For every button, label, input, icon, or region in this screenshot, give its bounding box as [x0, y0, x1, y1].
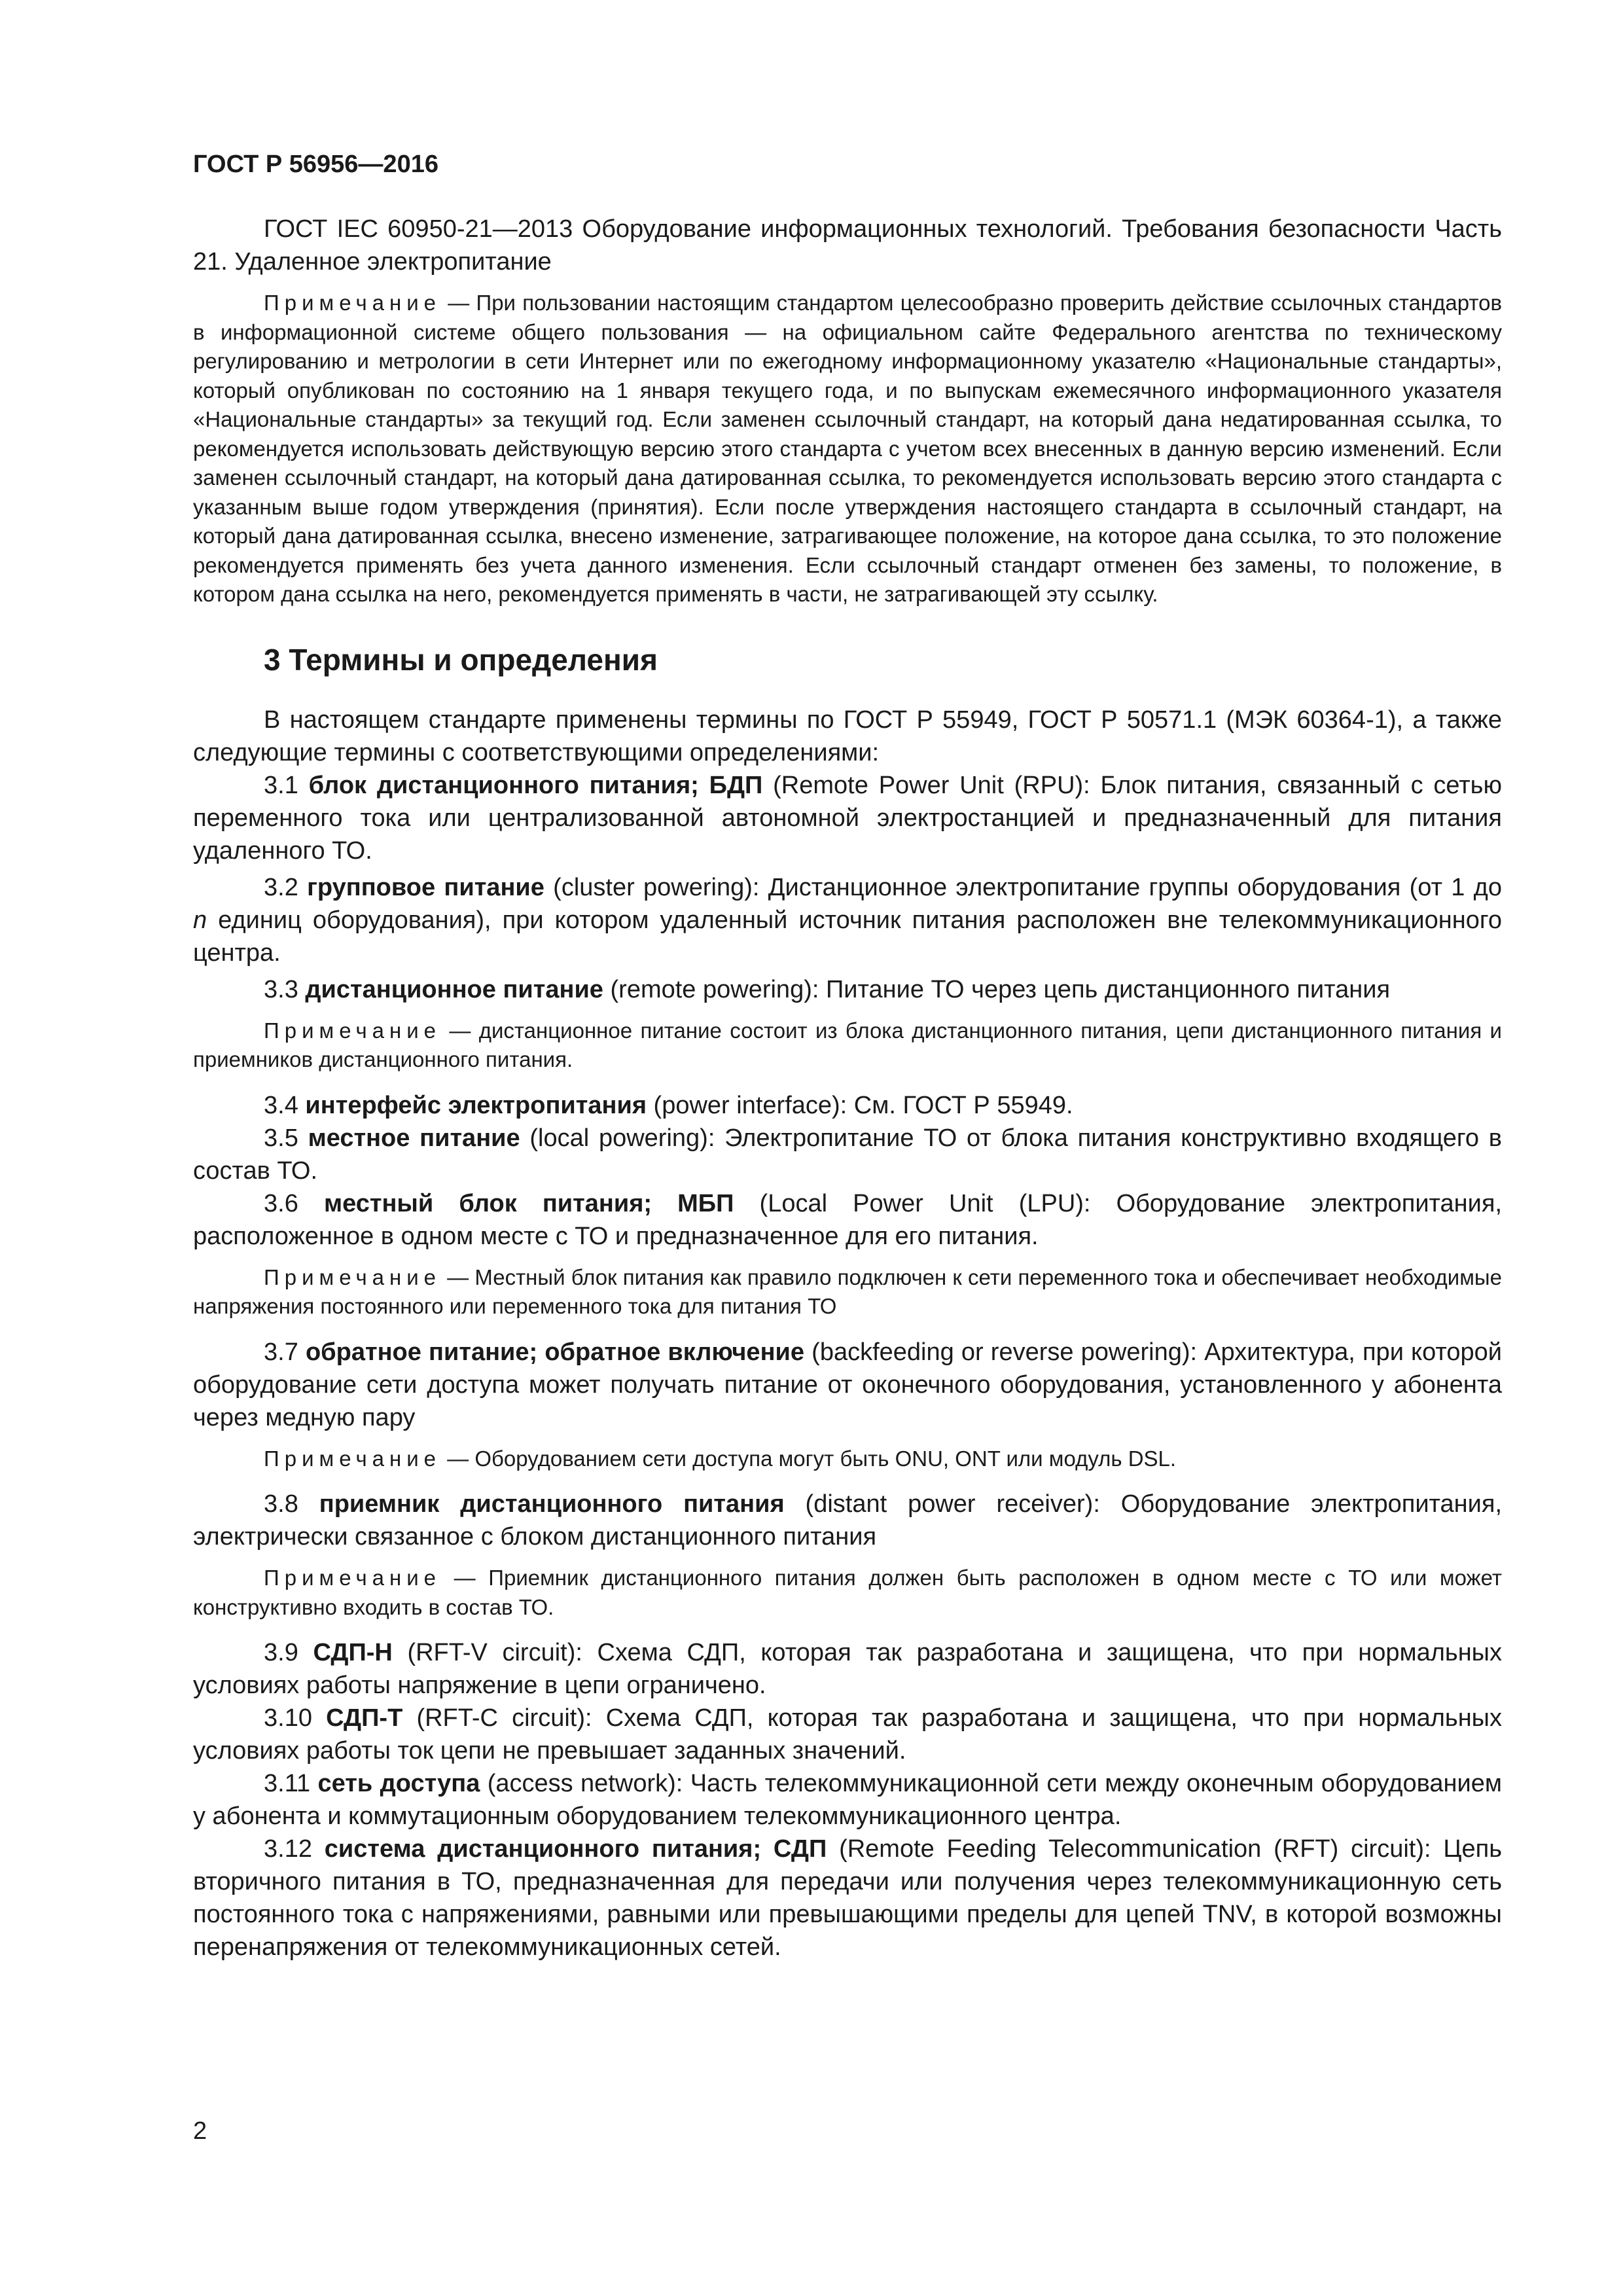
- term-number: 3.8: [264, 1490, 298, 1518]
- term-definition-italic: n: [193, 906, 207, 934]
- term-number: 3.1: [264, 771, 298, 799]
- section-intro: В настоящем стандарте применены термины по ГОСТ Р 55949, ГОСТ Р 50571.1 (МЭК 60364-1), а также следующие термины с соответствующими определениями:: [193, 706, 1502, 766]
- term-definition: (access network): Часть телекоммуникационной сети между оконечным оборудованием у абонента и коммутационным оборудованием телекоммуникационного центра.: [193, 1770, 1502, 1830]
- term-definition: (power interface): См. ГОСТ Р 55949.: [647, 1091, 1073, 1119]
- term-3-7-note: [193, 1444, 1502, 1474]
- term-3-8: [193, 1488, 1502, 1553]
- term-3-11: [193, 1767, 1502, 1833]
- term-number: 3.5: [264, 1124, 298, 1152]
- term-3-7: [193, 1336, 1502, 1434]
- note-text: — Приемник дистанционного питания должен быть расположен в одном месте с ТО или может конструктивно входить в состав ТО.: [193, 1566, 1502, 1619]
- note-label: Примечание: [264, 1446, 442, 1471]
- term-name: приемник дистанционного питания: [319, 1490, 785, 1518]
- term-3-2: [193, 871, 1502, 969]
- term-number: 3.12: [264, 1835, 312, 1863]
- standard-code-header: ГОСТ Р 56956—2016: [193, 151, 438, 178]
- term-name: сеть доступа: [317, 1770, 480, 1797]
- note-text: — При пользовании настоящим стандартом целесообразно проверить действие ссылочных стандартов в информационной системе общего пользования — на официальном сайте Федерального агентства по техническому регулированию и метрологии в сети Интернет или по ежегодному информационному указателю «Национальные стандарты», который опубликован по состоянию на 1 января текущего года, и по выпускам ежемесячного информационного указателя «Национальные стандарты» за текущий год. Если заменен ссылочный стандарт, на который дана недатированная ссылка, то рекомендуется использовать действующую версию этого стандарта с учетом всех внесенных в данную версию изменений. Если заменен ссылочный стандарт, на который дана датированная ссылка, то рекомендуется использовать версию этого стандарта с указанным выше годом утверждения (принятия). Если после утверждения настоящего стандарта в ссылочный стандарт, на который дана датированная ссылка, внесено изменение, затрагивающее положение, на которое дана ссылка, то это положение рекомендуется применять без учета данного изменения. Если ссылочный стандарт отменен без замены, то положение, в котором дана ссылка на него, рекомендуется применять в части, не затрагивающей эту ссылку.: [193, 291, 1502, 606]
- term-definition: (RFT-V circuit): Схема СДП, которая так разработана и защищена, что при нормальных условиях работы напряжение в цепи ограничено.: [193, 1639, 1502, 1699]
- page-number: 2: [193, 2117, 207, 2145]
- note-label: Примечание: [264, 1265, 442, 1289]
- term-definition-rest: единиц оборудования), при котором удаленный источник питания расположен вне телекоммуникационного центра.: [193, 906, 1502, 967]
- term-number: 3.6: [264, 1189, 298, 1217]
- term-3-6: [193, 1187, 1502, 1253]
- term-number: 3.7: [264, 1338, 298, 1366]
- term-number: 3.3: [264, 975, 298, 1003]
- term-name: обратное питание; обратное включение: [305, 1338, 805, 1366]
- term-3-6-note: [193, 1263, 1502, 1321]
- term-3-12: [193, 1833, 1502, 1964]
- reference-iec-60950-21: ГОСТ IEC 60950-21—2013 Оборудование информационных технологий. Требования безопасности Часть 21. Удаленное электропитание: [193, 215, 1502, 276]
- section-title: 3 Термины и определения: [264, 642, 658, 677]
- term-number: 3.11: [264, 1770, 311, 1797]
- term-3-3-note: [193, 1016, 1502, 1075]
- term-definition: (Remote Feeding Telecommunication (RFT) circuit): Цепь вторичного питания в ТО, предназначенная для передачи или получения через телекоммуникационную сеть постоянного тока с напряжениями, равными или превышающими пределы для цепей TNV, в которой возможны перенапряжения от телекоммуникационных сетей.: [193, 1835, 1502, 1961]
- term-name: дистанционное питание: [305, 975, 603, 1003]
- note-label: Примечание: [264, 1566, 442, 1590]
- term-definition: (distant power receiver): Оборудование электропитания, электрически связанное с блоком дистанционного питания: [193, 1490, 1503, 1551]
- term-definition: (Local Power Unit (LPU): Оборудование электропитания, расположенное в одном месте с ТО и предназначенное для его питания.: [193, 1189, 1503, 1250]
- term-name: СДП-Н: [313, 1639, 393, 1666]
- note-text: — Оборудованием сети доступа могут быть ONU, ONT или модуль DSL.: [441, 1446, 1177, 1471]
- note-text: — Местный блок питания как правило подключен к сети переменного тока и обеспечивает необходимые напряжения постоянного или переменного тока для питания ТО: [193, 1265, 1502, 1318]
- term-3-5: [193, 1122, 1502, 1187]
- term-number: 3.10: [264, 1704, 312, 1732]
- term-name: местный блок питания; МБП: [323, 1189, 734, 1217]
- term-definition: (remote powering): Питание ТО через цепь дистанционного питания: [603, 975, 1391, 1003]
- term-name: интерфейс электропитания: [305, 1091, 647, 1119]
- term-name: система дистанционного питания; СДП: [324, 1835, 827, 1863]
- term-definition: (Remote Power Unit (RPU): Блок питания, связанный с сетью переменного тока или централизованной автономной электростанцией и предназначенный для питания удаленного ТО.: [193, 771, 1502, 865]
- note-label: Примечание: [264, 291, 442, 315]
- term-3-9: [193, 1636, 1502, 1702]
- term-name: блок дистанционного питания; БДП: [308, 771, 763, 799]
- references-note: [193, 289, 1502, 609]
- term-definition: (RFT-C circuit): Схема СДП, которая так разработана и защищена, что при нормальных условиях работы ток цепи не превышает заданных значений.: [193, 1704, 1502, 1765]
- term-number: 3.9: [264, 1639, 298, 1666]
- term-3-3: [193, 973, 1502, 1006]
- note-text: — дистанционное питание состоит из блока дистанционного питания, цепи дистанционного питания и приемников дистанционного питания.: [193, 1018, 1502, 1071]
- note-label: Примечание: [264, 1018, 442, 1043]
- term-name: групповое питание: [307, 873, 544, 901]
- term-number: 3.2: [264, 873, 298, 901]
- term-number: 3.4: [264, 1091, 298, 1119]
- term-3-1: [193, 769, 1502, 867]
- term-3-8-note: [193, 1564, 1502, 1622]
- term-definition: (cluster powering): Дистанционное электропитание группы оборудования (от 1 до: [544, 873, 1502, 901]
- term-name: СДП-Т: [326, 1704, 403, 1732]
- term-3-10: [193, 1702, 1502, 1767]
- term-definition: (local powering): Электропитание ТО от блока питания конструктивно входящего в состав ТО.: [193, 1124, 1502, 1185]
- term-definition: (backfeeding or reverse powering): Архитектура, при которой оборудование сети доступа может получать питание от оконечного оборудования, установленного у абонента через медную пару: [193, 1338, 1503, 1431]
- page-content: [193, 213, 1502, 1964]
- term-3-4: [193, 1089, 1502, 1122]
- term-name: местное питание: [308, 1124, 520, 1152]
